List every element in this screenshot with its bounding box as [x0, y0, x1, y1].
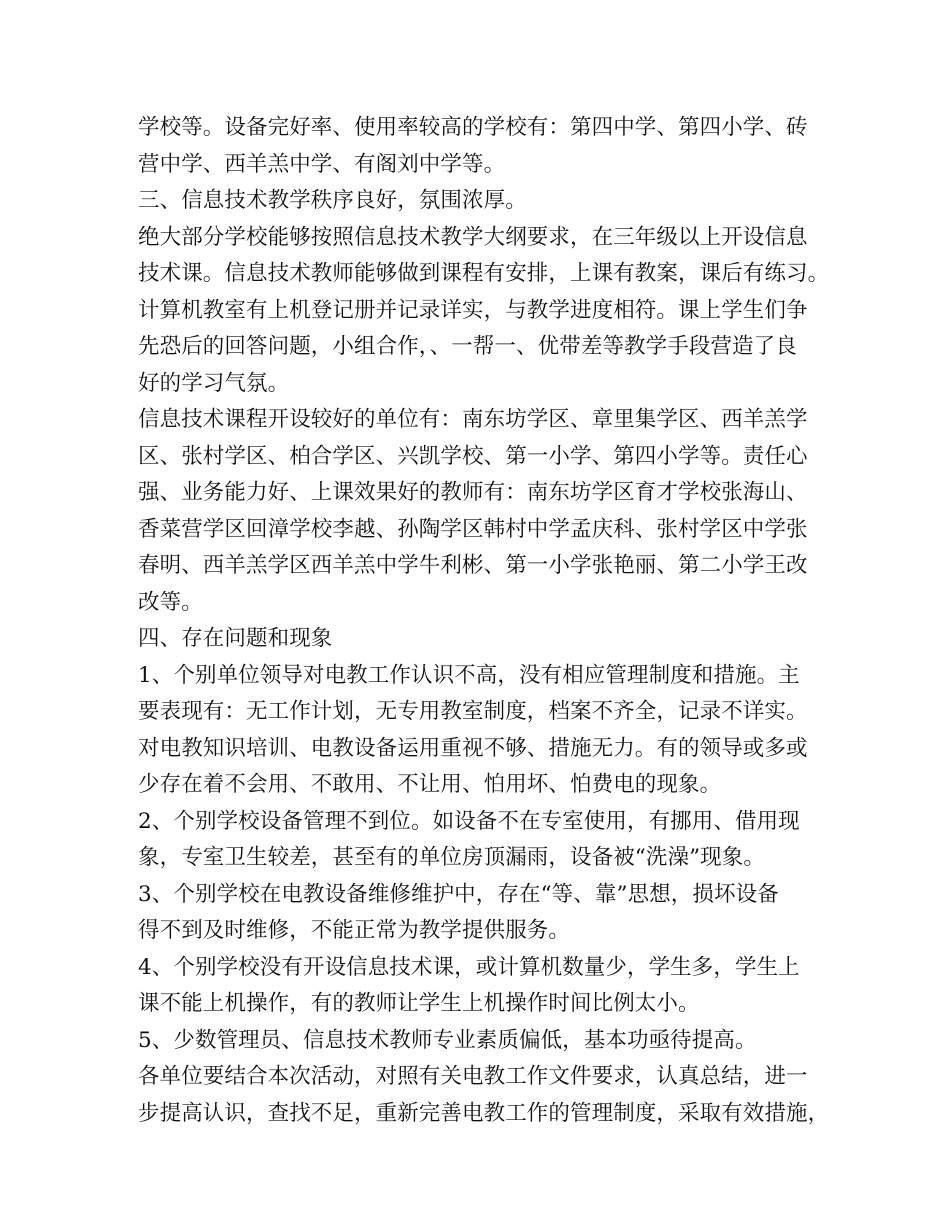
text-line: 1、个别单位领导对电教工作认识不高，没有相应管理制度和措施。主 [138, 662, 800, 688]
text-line: 2、个别学校设备管理不到位。如设备不在专室使用，有挪用、借用现 [138, 808, 800, 834]
text-line: 步提高认识，查找不足，重新完善电教工作的管理制度，采取有效措施， [138, 1100, 830, 1126]
text-line: 技术课。信息技术教师能够做到课程有安排，上课有教案，课后有练习。 [138, 261, 830, 286]
text-line: 对电教知识培训、电教设备运用重视不够、措施无力。有的领导或多或 [138, 735, 808, 761]
text-line: 强、业务能力好、上课效果好的教师有：南东坊学区育才学校张海山、 [138, 480, 808, 505]
text-line: 少存在着不会用、不敢用、不让用、怕用坏、怕费电的现象。 [138, 772, 722, 797]
text-line: 信息技术课程开设较好的单位有：南东坊学区、章里集学区、西羊羔学 [138, 407, 808, 432]
text-line: 象，专室卫生较差，甚至有的单位房顶漏雨，设备被“洗澡”现象。 [138, 845, 765, 870]
text-line: 好的学习气氛。 [138, 370, 290, 396]
text-line: 营中学、西羊羔中学、有阁刘中学等。 [138, 151, 506, 177]
text-line: 5、少数管理员、信息技术教师专业素质偏低，基本功亟待提高。 [138, 1027, 757, 1053]
section-heading: 四、存在问题和现象 [138, 626, 333, 651]
text-line: 3、个别学校在电教设备维修维护中，存在“等、靠”思想，损坏设备 [138, 881, 779, 907]
text-line: 课不能上机操作，有的教师让学生上机操作时间比例太小。 [138, 991, 700, 1016]
text-line: 计算机教室有上机登记册并记录详实，与教学进度相符。课上学生们争 [138, 297, 808, 323]
text-line: 区、张村学区、柏合学区、兴凯学校、第一小学、第四小学等。责任心 [138, 443, 808, 469]
text-line: 春明、西羊羔学区西羊羔中学牛利彬、第一小学张艳丽、第二小学王改 [138, 553, 808, 578]
text-line: 香菜营学区回漳学校李越、孙陶学区韩村中学孟庆科、张村学区中学张 [138, 516, 808, 542]
text-line: 绝大部分学校能够按照信息技术教学大纲要求，在三年级以上开设信息 [138, 224, 808, 250]
text-line: 要表现有：无工作计划，无专用教室制度，档案不齐全，记录不详实。 [138, 699, 808, 724]
text-line: 各单位要结合本次活动，对照有关电教工作文件要求，认真总结，进一 [138, 1064, 808, 1089]
text-line: 得不到及时维修，不能正常为教学提供服务。 [138, 918, 571, 943]
document-body [138, 110, 828, 1132]
text-line: 先恐后的回答问题，小组合作，、一帮一、优带差等教学手段营造了良 [138, 334, 797, 359]
section-heading: 三、信息技术教学秩序良好，氛围浓厚。 [138, 188, 527, 213]
text-line: 4、个别学校没有开设信息技术课，或计算机数量少，学生多，学生上 [138, 954, 800, 980]
text-line: 学校等。设备完好率、使用率较高的学校有：第四中学、第四小学、砖 [138, 115, 808, 140]
text-line: 改等。 [138, 589, 203, 615]
